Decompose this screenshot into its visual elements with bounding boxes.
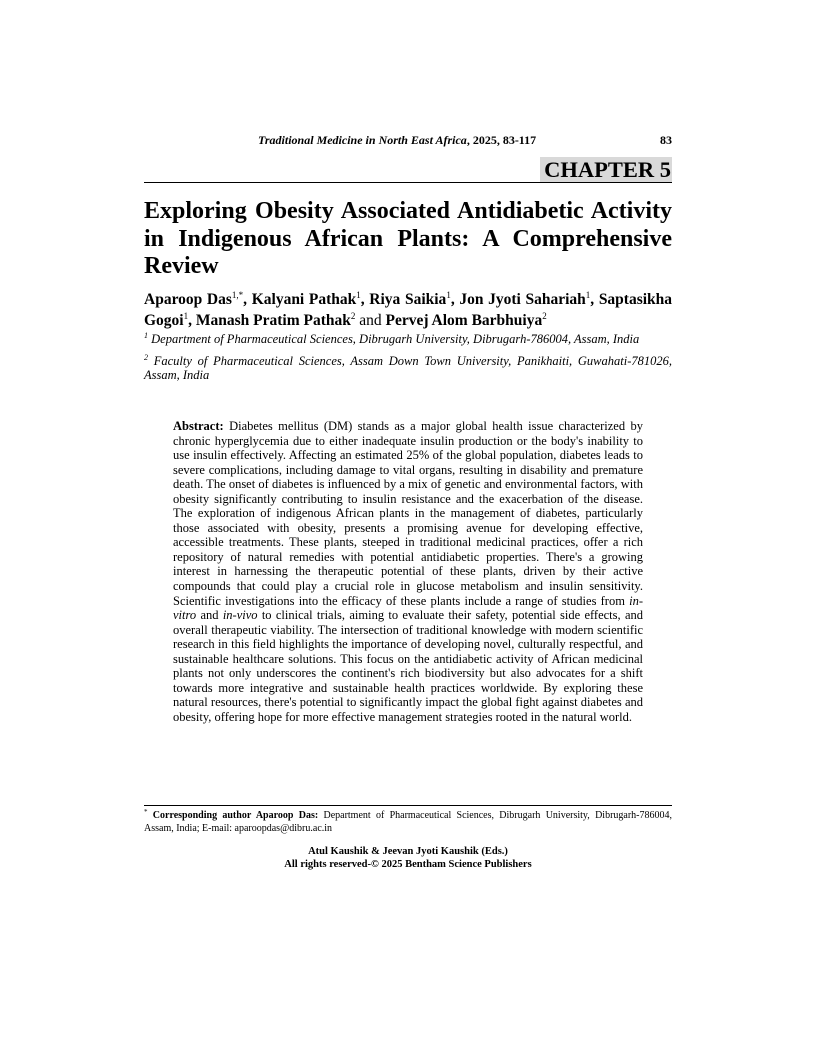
author-separator: , [188,312,196,329]
author-affiliation-mark: 1 [585,290,591,300]
journal-citation [258,133,536,148]
footnote-mark: * [144,808,148,816]
corresponding-author-footnote [144,810,672,835]
abstract-text: to clinical trials, aiming to evaluate their safety, potential side effects, and overall therapeutic viability. The intersection of traditional knowledge with modern scientific research in this field highlights the importance of developing novel, culturally respectful, and sustainable healthcare solutions. This focus on the antidiabetic activity of African medicinal plants not only underscores the continent's rich biodiversity but also advocates for a shift towards more integrative and sustainable health practices worldwide. By exploring these natural resources, there's potential to significantly impact the global fight against diabetes and obesity, offering hope for more effective management strategies rooted in the natural world. [173,608,643,724]
chapter-title: Exploring Obesity Associated Antidiabetic Activity in Indigenous African Plants: A Comprehensive Review [144,198,672,279]
author-affiliation-mark: 1,* [231,290,244,300]
author-name: Riya Saikia [369,291,447,308]
editors-block [144,846,672,871]
chapter-rule [144,182,672,183]
abstract-text: Diabetes mellitus (DM) stands as a major global health issue characterized by chronic hyperglycemia due to either inadequate insulin production or the body's inability to use insulin effectively. Affecting an estimated 25% of the global population, diabetes leads to severe complications, including damage to vital organs, resulting in disability and premature death. The onset of diabetes is influenced by a mix of genetic and environmental factors, with obesity significantly contributing to insulin resistance and the exacerbation of the disease. The exploration of indigenous African plants in the management of diabetes, particularly those associated with obesity, presents a promising avenue for developing effective, accessible treatments. These plants, steeped in traditional medicinal practices, offer a rich repository of natural remedies with potential antidiabetic properties. There's a growing interest in harnessing the therapeutic potential of these plants, driven by their active compounds that could play a crucial role in glucose metabolism and insulin sensitivity. Scientific investigations into the efficacy of these plants include a range of studies from [173,419,643,608]
author-affiliation-mark: 1 [356,290,361,300]
author-separator: , [590,291,599,308]
author-separator-and: and [355,312,386,329]
page-number: 83 [660,133,672,147]
affiliation-list [144,332,672,390]
footnote-rule [144,805,672,806]
author-name: Jon Jyoti Sahariah [459,291,586,308]
author-separator: , [360,291,370,308]
author-affiliation-mark: 1 [183,311,189,321]
abstract-label: Abstract: [173,419,224,433]
abstract-term: in-vivo [222,608,258,623]
author-name: Saptasikha Gogoi [144,291,673,329]
author-affiliation-mark: 1 [446,290,451,300]
author-name: Pervej Alom Barbhuiya [385,312,543,329]
journal-year-pages: , 2025, 83-117 [466,133,537,147]
author-name: Aparoop Das [144,291,232,308]
abstract [173,419,643,724]
abstract-term: in-vitro [173,593,643,623]
affiliation-mark: 1 [144,331,148,340]
author-separator: , [243,291,252,308]
author-name: Kalyani Pathak [251,291,357,308]
affiliation [144,354,672,383]
author-separator: , [450,291,460,308]
affiliation-mark: 2 [144,352,148,362]
chapter-label: CHAPTER 5 [540,157,672,183]
affiliation-text: Faculty of Pharmaceutical Sciences, Assam Down Town University, Panikhaiti, Guwahati-781026, Assam, India [144,353,673,382]
rights-line: All rights reserved-© 2025 Bentham Science Publishers [284,858,532,870]
author-affiliation-mark: 2 [350,311,356,321]
affiliation [144,332,672,347]
affiliation-text: Department of Pharmaceutical Sciences, Dibrugarh University, Dibrugarh-786004, Assam, India [151,332,640,346]
journal-title: Traditional Medicine in North East Africa [258,133,467,147]
author-list [144,289,672,331]
editors-line: Atul Kaushik & Jeevan Jyoti Kaushik (Eds.) [308,846,508,857]
footnote-text: Department of Pharmaceutical Sciences, Dibrugarh University, Dibrugarh-786004, Assam, India; E-mail: aparoopdas@dibru.ac.in [144,810,672,834]
footnote-label: Corresponding author Aparoop Das: [147,810,319,821]
author-name: Manash Pratim Pathak [195,312,351,329]
author-affiliation-mark: 2 [542,311,547,321]
abstract-text: and [196,608,223,623]
